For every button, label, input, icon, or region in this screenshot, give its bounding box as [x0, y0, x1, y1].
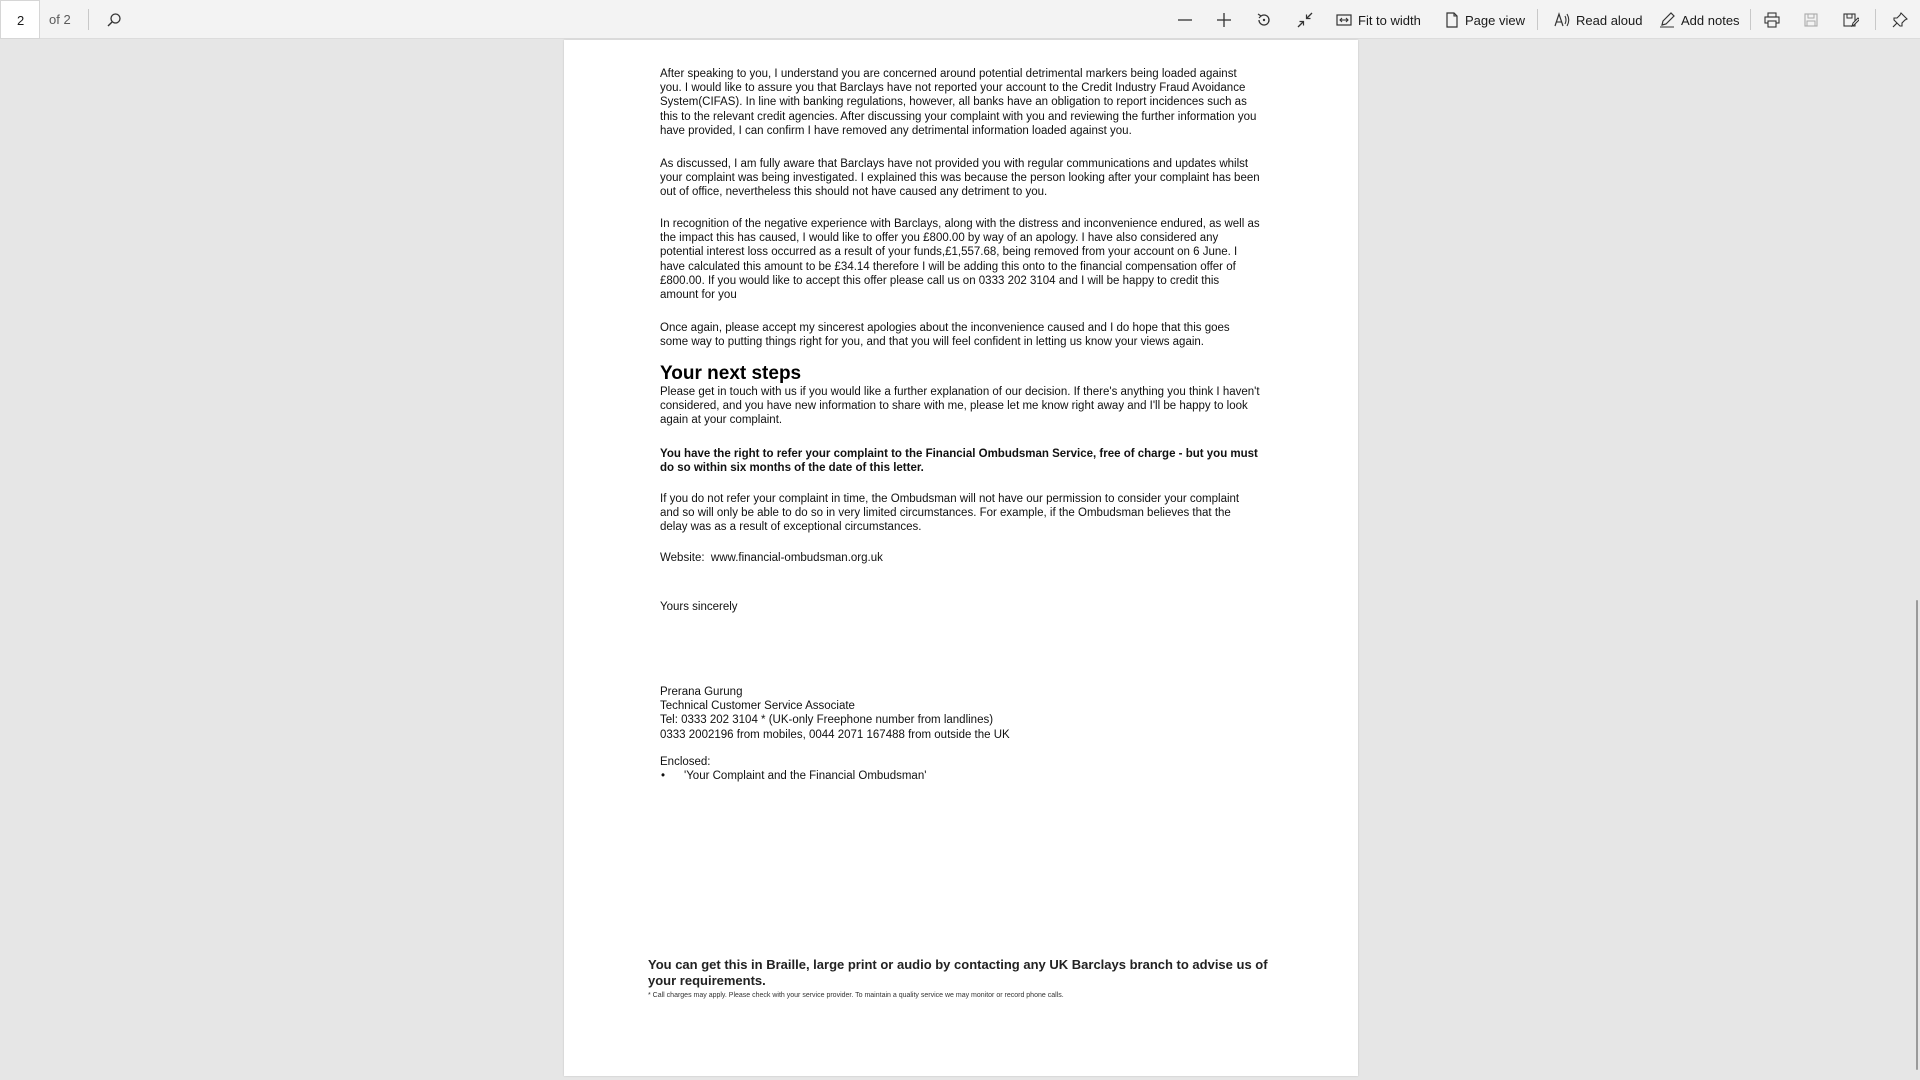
website-label: Website:	[660, 552, 705, 564]
fit-to-width-button[interactable]	[1336, 8, 1421, 32]
paragraph-compensation: In recognition of the negative experience with Barclays, along with the distress and inconvenience endured, as well as the impact this has caused, I would like to offer you £800.00 by way of an apology. I have also considered any potential interest loss occurred as a result of your funds,£1,557.68, being removed from your account on 6 June. I have calculated this amount to be £34.14 therefore I will be adding this onto to the financial compensation offer of £800.00. If you would like to accept this offer please call us on 0333 202 3104 and I will be happy to credit this amount for you	[660, 218, 1260, 302]
telephone-line: Tel: 0333 202 3104 * (UK-only Freephone number from landlines)	[660, 714, 994, 727]
toolbar-divider	[1537, 9, 1538, 30]
page-view-icon	[1445, 12, 1459, 28]
search-icon[interactable]	[102, 8, 126, 32]
page-number-input[interactable]: 2	[0, 0, 40, 39]
page-total-label: of 2	[49, 12, 71, 27]
zoom-in-icon[interactable]	[1212, 8, 1236, 32]
paragraph-cifas: After speaking to you, I understand you are concerned around potential detrimental markers being loaded against you. I would like to assure you that Barclays have not reported your account to the Credit Industry Fraud Avoidance System(CIFAS). In line with banking regulations, however, all banks have an obligation to report incidences such as this to the relevant credit agencies. After discussing your complaint with you and reviewing the further information you have provided, I can confirm I have removed any detrimental information loaded against you.	[660, 68, 1257, 137]
website-line	[660, 551, 1260, 565]
enclosed-block	[660, 755, 1260, 783]
next-steps-heading: Your next steps	[660, 363, 802, 384]
page-view-label: Page view	[1465, 12, 1525, 28]
accessibility-note: You can get this in Braille, large print or audio by contacting any UK Barclays branch to advise us of your requirements.	[648, 957, 1268, 988]
enclosed-item-label: 'Your Complaint and the Financial Ombudsman'	[684, 770, 927, 783]
website-link[interactable]: www.financial-ombudsman.org.uk	[710, 552, 883, 564]
paragraph-ombudsman-time: If you do not refer your complaint in time, the Ombudsman will not have our permission to consider your complaint and so will only be able to do so in very limited circumstances. For example, if the Ombudsman believes that the delay was as a result of exceptional circumstances.	[660, 493, 1240, 534]
add-notes-label: Add notes	[1681, 12, 1740, 28]
rotate-icon[interactable]	[1252, 8, 1276, 32]
paragraph-apology: Once again, please accept my sincerest apologies about the inconvenience caused and I do hope that this goes some way to putting things right for you, and that you will feel confident in letting us know your views again.	[660, 322, 1230, 349]
page-view-button[interactable]	[1445, 8, 1525, 32]
mobile-line: 0333 2002196 from mobiles, 0044 2071 167488 from outside the UK	[660, 728, 1010, 741]
toolbar-divider	[1750, 9, 1751, 30]
closing-text: Yours sincerely	[660, 601, 738, 613]
save-as-icon[interactable]	[1839, 8, 1863, 32]
print-icon[interactable]	[1760, 8, 1784, 32]
list-item	[660, 769, 1260, 783]
toolbar-divider	[1875, 9, 1876, 30]
fit-to-width-label: Fit to width	[1358, 12, 1421, 28]
signatory-name: Prerana Gurung	[660, 686, 743, 698]
bullet: •	[661, 770, 666, 783]
paragraph-next-steps: Please get in touch with us if you would like a further explanation of our decision. If there's anything you think I haven't considered, and you have new information to share with me, please let me know right away and I'll be happy to look again at your complaint.	[660, 386, 1260, 427]
scrollbar-thumb[interactable]	[1916, 600, 1918, 1070]
save-icon[interactable]	[1799, 8, 1823, 32]
toolbar-divider	[88, 9, 89, 30]
collapse-icon[interactable]	[1293, 8, 1317, 32]
signature-block	[660, 685, 1260, 742]
add-notes-button[interactable]	[1659, 8, 1740, 32]
paragraph-communications: As discussed, I am fully aware that Barclays have not provided you with regular communications and updates whilst your complaint was being investigated. I explained this was because the person looking after your complaint has been out of office, nevertheless this should not have caused any detriment to you.	[660, 158, 1260, 199]
pen-icon	[1659, 12, 1675, 28]
read-aloud-button[interactable]	[1554, 8, 1643, 32]
toolbar	[0, 0, 1920, 39]
pin-icon[interactable]	[1888, 8, 1912, 32]
enclosed-label: Enclosed:	[660, 756, 711, 768]
paragraph-ombudsman-right: You have the right to refer your complaint to the Financial Ombudsman Service, free of charge - but you must do so within six months of the date of this letter.	[660, 448, 1258, 475]
signatory-title: Technical Customer Service Associate	[660, 700, 855, 713]
fit-width-icon	[1336, 13, 1352, 27]
zoom-out-icon[interactable]	[1173, 8, 1197, 32]
read-aloud-label: Read aloud	[1576, 12, 1643, 28]
read-aloud-icon	[1554, 12, 1570, 28]
document-page	[564, 40, 1358, 1076]
call-charges-note: * Call charges may apply. Please check with your service provider. To maintain a quality service we may monitor or record phone calls.	[648, 992, 1064, 999]
